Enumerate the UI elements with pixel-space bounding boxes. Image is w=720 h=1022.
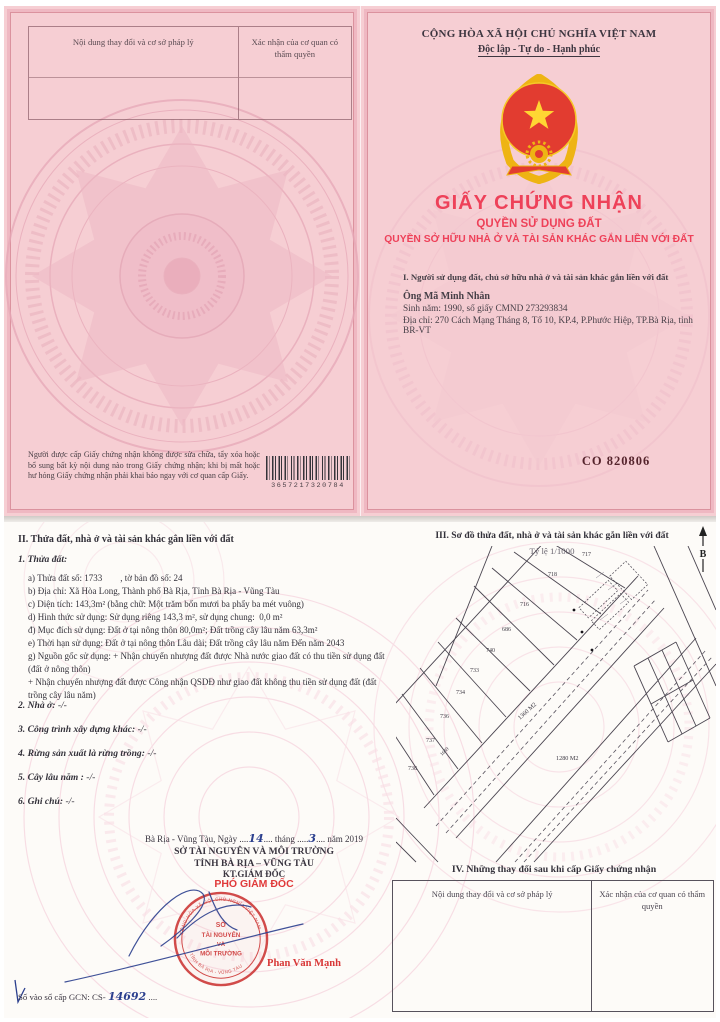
certificate-title: GIẤY CHỨNG NHẬN — [435, 192, 643, 214]
parcel-label: 736 — [440, 714, 449, 720]
serial-number: CO 820806 — [581, 454, 651, 468]
subsection-label: 6. Ghi chú: — [18, 796, 64, 807]
cover-right-page — [360, 6, 717, 516]
subsection-house — [18, 700, 388, 711]
certificate-subtitle-1: QUYỀN SỬ DỤNG ĐẤT — [476, 218, 602, 230]
mandala-watermark — [4, 66, 360, 486]
vietnam-emblem — [484, 68, 594, 186]
certificate-inner-page — [4, 522, 716, 1018]
registry-suffix: .... — [148, 992, 158, 1002]
department-line2: TỈNH BÀ RỊA – VŨNG TÀU — [194, 858, 314, 869]
section4-col1-header: Nội dung thay đổi và cơ sở pháp lý — [431, 889, 553, 899]
barcode-number: 3657217320784 — [271, 482, 345, 490]
subsection-label: 5. Cây lâu năm : — [18, 772, 84, 783]
subsection-construction — [18, 724, 388, 735]
national-title: CỘNG HÒA XÃ HỘI CHỦ NGHĨA VIỆT NAM — [421, 28, 657, 40]
section1-heading: I. Người sử dụng đất, chủ sở hữu nhà ở và tài sản khác gắn liền với đất — [403, 272, 669, 282]
parcel-label: 737 — [426, 738, 435, 744]
cover-left-page — [4, 6, 360, 516]
owner-block — [403, 272, 703, 336]
handwritten-signature — [59, 874, 389, 994]
subsections-block — [18, 700, 388, 820]
parcel-item: đ) Mục đích sử dụng: Đất ở tại nông thôn 80,0m²; Đất trồng cây lâu năm 63,3m² — [28, 624, 318, 635]
cover-amendments-table — [28, 26, 352, 120]
parcel-label: 734 — [456, 690, 465, 696]
certificate-subtitle-2: QUYỀN SỞ HỮU NHÀ Ở VÀ TÀI SẢN KHÁC GẮN LIỀN VỚI ĐẤT — [384, 234, 694, 245]
parcel-label: 686 — [502, 627, 511, 633]
deputy-director-title: PHÓ GIÁM ĐỐC — [214, 878, 294, 890]
stamp-center-line4: MÔI TRƯỜNG — [200, 950, 242, 958]
stamp-ring-bottom-text: TỈNH BÀ RỊA - VŨNG TÀU — [188, 952, 244, 975]
owner-address: Địa chỉ: 270 Cách Mạng Tháng 8, Tổ 10, KP.4, P.Phước Hiệp, TP.Bà Rịa, tỉnh BR-VT — [403, 316, 693, 336]
parcel-item: e) Thời hạn sử dụng: Đất ở tại nông thôn Lâu dài; Đất trồng cây lâu năm Đến năm 2043 — [28, 637, 345, 648]
cadastral-map-sketch — [396, 546, 716, 864]
stamp-center-line2: TÀI NGUYÊN — [201, 932, 241, 940]
stamp-ring-top-text: CỘNG HÒA XÃ HỘI CHỦ NGHĨA VIỆT NAM — [178, 896, 263, 936]
parcel-label: 740 — [486, 648, 495, 654]
cover-table-col1 — [29, 27, 239, 119]
cover-table-col2 — [239, 27, 351, 119]
subsection-value: -/- — [147, 748, 157, 759]
handwritten-registry-number: 14692 — [107, 990, 147, 1003]
section4-col1 — [393, 881, 592, 1011]
subsection-value: -/- — [65, 796, 75, 807]
registry-number-line — [18, 990, 418, 1003]
parcel-label: 738 — [408, 766, 417, 772]
subsection-value: -/- — [86, 772, 96, 783]
kt-giam-doc: KT.GIÁM ĐỐC — [222, 869, 286, 879]
motto-text: Độc lập - Tự do - Hạnh phúc — [477, 44, 601, 55]
department-line1: SỞ TÀI NGUYÊN VÀ MÔI TRƯỜNG — [174, 846, 334, 857]
parcel-item: a) Thửa đất số: 1733 , tờ bản đồ số: 24 — [28, 573, 183, 583]
date-suffix: .... năm 2019 — [316, 834, 364, 844]
owner-name: Ông Mã Minh Nhân — [403, 291, 490, 302]
section4-heading: IV. Những thay đổi sau khi cấp Giấy chứng nhận — [451, 864, 657, 875]
certificate-cover — [4, 6, 716, 516]
stamp-center-line3: VÀ — [216, 941, 226, 948]
section3-heading: III. Sơ đồ thửa đất, nhà ở và tài sản khác gắn liền với đất — [435, 530, 669, 541]
section2-block — [18, 534, 388, 702]
road-area-label: 1360 M2 — [516, 701, 539, 722]
owner-birth-id: Sinh năm: 1990, số giấy CMND 273293834 — [403, 304, 568, 314]
date-line — [74, 832, 434, 845]
date-mid: .... tháng ..... — [263, 834, 309, 844]
parcel-item: + Nhận chuyển nhượng đất được Công nhận QSDĐ như giao đất không thu tiền sử dụng đất (đất trồng cây lâu năm) — [28, 676, 379, 700]
handwritten-day: 14 — [248, 832, 264, 845]
road-area-label: 1280 M2 — [556, 755, 579, 762]
subsection-value: -/- — [137, 724, 147, 735]
north-label: B — [699, 549, 707, 560]
subsection-label: 2. Nhà ở: — [18, 700, 56, 711]
parcel-label: 718 — [548, 572, 557, 578]
national-motto — [361, 44, 717, 55]
cover-warning-note: Người được cấp Giấy chứng nhận không được sửa chữa, tẩy xóa hoặc bổ sung bất kỳ nội dung nào trong Giấy chứng nhận; khi bị mất hoặc hư hỏng Giấy chứng nhận phải khai báo ngay với cơ quan cấp Giấy. — [28, 450, 260, 481]
subsection-notes — [18, 796, 388, 807]
map-scale: Tỷ lệ 1/1000 — [529, 546, 575, 556]
cover-table-col2-header: Xác nhận của cơ quan có thẩm quyền — [251, 37, 339, 59]
parcel-label: 717 — [582, 552, 591, 558]
parcel-item: b) Địa chỉ: Xã Hòa Long, Thành phố Bà Rịa, Tỉnh Bà Rịa - Vũng Tàu — [28, 585, 280, 596]
date-prefix: Bà Rịa - Vũng Tàu, Ngày .... — [144, 834, 249, 844]
signer-name: Phan Văn Mạnh — [267, 958, 341, 969]
barcode — [266, 456, 350, 480]
subsection-forest — [18, 748, 388, 759]
parcel-item: c) Diện tích: 143,3m² (bằng chữ: Một trăm bốn mươi ba phẩy ba mét vuông) — [28, 598, 304, 609]
section4-col2-header: Xác nhận của cơ quan có thẩm quyền — [599, 889, 706, 911]
section2-heading: II. Thửa đất, nhà ở và tài sản khác gắn liền với đất — [18, 534, 234, 545]
parcel-label: 1649 — [439, 746, 451, 758]
registry-prefix: Số vào sổ cấp GCN: CS- — [18, 992, 106, 1002]
parcel-subheading: 1. Thửa đất: — [18, 554, 68, 565]
parcel-label: 716 — [520, 602, 529, 608]
subsection-label: 3. Công trình xây dựng khác: — [18, 724, 136, 735]
stamp-center-line1: SỞ — [215, 922, 227, 930]
parcel-item: g) Nguồn gốc sử dụng: + Nhận chuyển nhượng đất được Nhà nước giao đất có thu tiền sử dụng đất (đất ở nông thôn) — [28, 650, 387, 674]
parcel-label: 733 — [470, 668, 479, 674]
handwritten-month: 3 — [308, 832, 317, 845]
cover-table-col1-header: Nội dung thay đổi và cơ sở pháp lý — [72, 37, 194, 47]
subsection-value: -/- — [57, 700, 67, 711]
subsection-label: 4. Rừng sản xuất là rừng trồng: — [18, 748, 145, 759]
parcel-item: d) Hình thức sử dụng: Sử dụng riêng 143,3 m², sử dụng chung: 0,0 m² — [28, 611, 283, 622]
parcel-details — [18, 572, 388, 702]
section4-table — [392, 880, 714, 1012]
subsection-perennial — [18, 772, 388, 783]
